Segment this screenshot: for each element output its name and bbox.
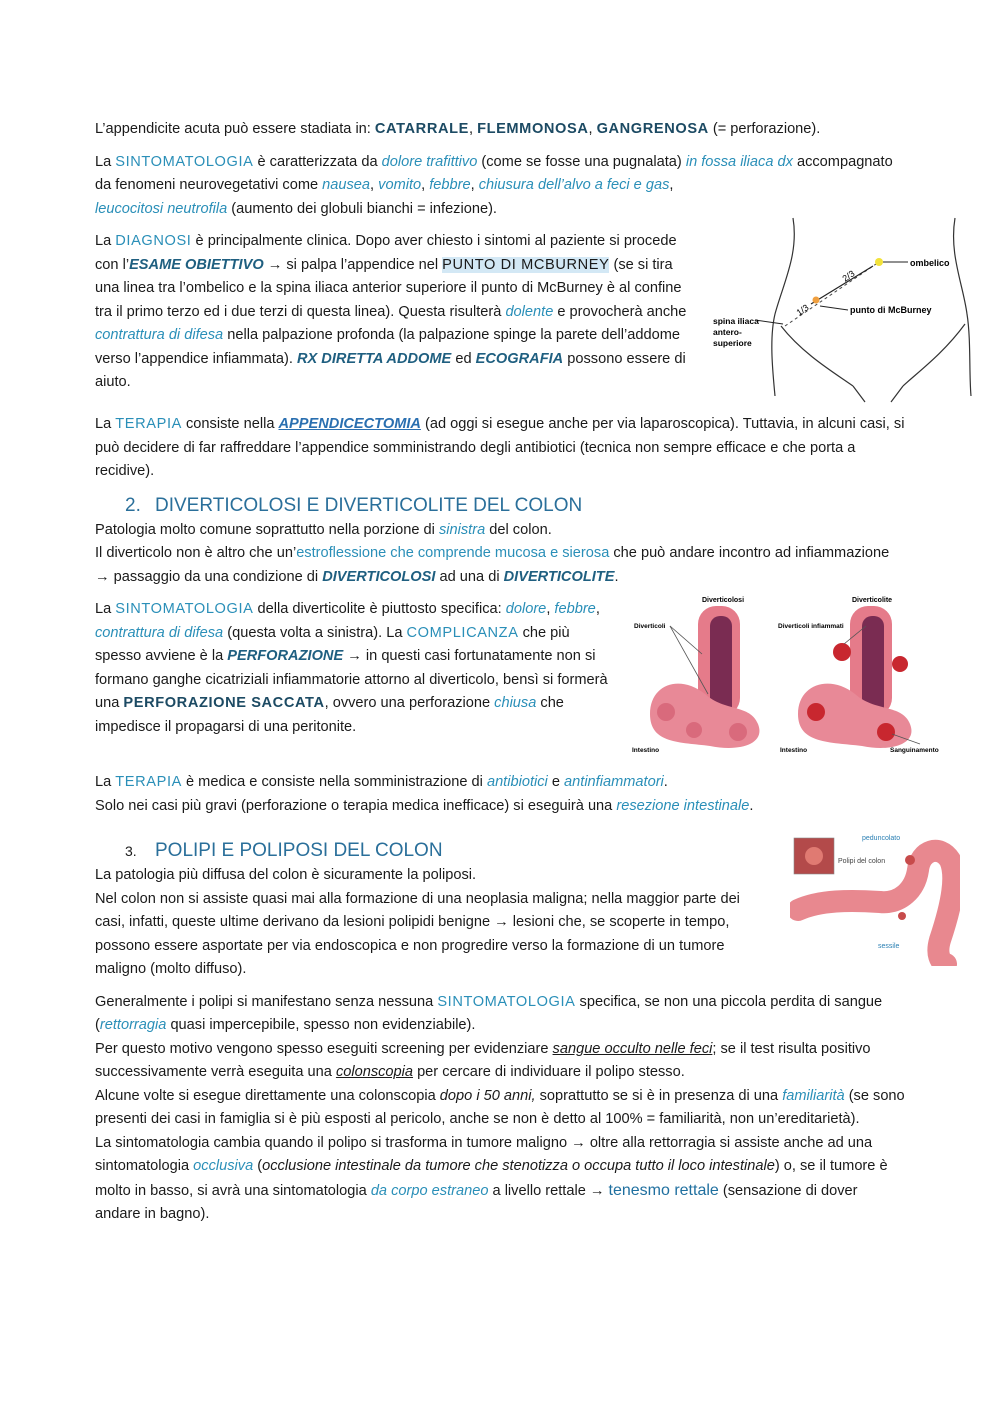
diverticolite-panel [778,597,939,754]
text: , [588,121,597,137]
text: . [749,797,754,814]
leader-diverticoli [670,626,702,654]
term: antinfiammatori [564,774,664,790]
keyword-sintomatologia: SINTOMATOLOGIA [115,601,254,617]
text: (come se fosse una pugnalata) [477,153,686,170]
keyword-terapia: TERAPIA [115,416,182,432]
colon-diverticula-diagram [630,594,960,762]
polyps-figure [790,830,960,982]
text: possono essere di aiuto. [95,350,686,390]
text: Solo nei casi più gravi (perforazione o terapia medica inefficace) si eseguirà una [95,797,617,814]
text: Per questo motivo vengono spesso eseguiti screening per evidenziare [95,1040,553,1057]
text: La [95,416,116,432]
document-page [95,118,950,1227]
polyp-sessile [898,912,906,920]
mcburney-leader [820,306,848,310]
text: è medica e consiste nella somministrazione di [181,774,487,790]
text: La [95,153,116,170]
text: (questa volta a sinistra). La [223,624,407,641]
text: , [546,601,555,617]
term: antibiotici [486,774,548,790]
text: , [468,121,478,137]
text: nella palpazione profonda (la palpazione spinge la parete dell’addome verso l’appendice infiammata). [95,327,680,367]
term: contrattura di difesa [95,327,224,343]
text: , [370,177,379,193]
label-intestino-a: Intestino [632,747,660,754]
text: , [470,177,479,193]
term: dolore [505,601,547,617]
text: (= perforazione). [708,121,821,137]
left-groin-line [781,326,853,386]
term: da corpo estraneo [370,1182,489,1199]
label-antero: antero- [713,327,742,337]
text: e provocherà anche [553,303,687,320]
text: è caratterizzata da [253,153,382,170]
text: soprattutto se si è in presenza di una [535,1087,783,1104]
heading-number: 2. [125,494,141,516]
text: , [421,177,430,193]
text: che può andare incontro ad infiammazione → passaggio da una condizione di [95,545,890,585]
text: , [595,601,600,617]
term-sangue-occulto: sangue occulto nelle feci [552,1040,713,1057]
term-ecografia: ECOGRAFIA [475,350,564,367]
section-heading-polipi [95,838,760,864]
label-superiore: superiore [713,338,752,348]
appendicitis-stages-paragraph [95,118,905,142]
text: ( [253,1158,263,1174]
text: per cercare di individuare il polipo stesso. [413,1064,685,1080]
term: dolente [505,303,554,320]
polyps-intro-paragraph [95,864,760,982]
inflamed-diverticulum [807,703,825,721]
appendicitis-symptoms-paragraph [95,151,905,222]
text: ; se il test risulta positivo successivamente verrà eseguita una [95,1040,871,1080]
text: (sensazione di dover andare in bagno). [95,1182,858,1222]
text: Nel colon non si assiste quasi mai alla formazione di una neoplasia maligna; nella maggior parte dei casi, infatti, queste ultime derivano da lesioni polipidi benigne → lesioni che, se scoperte in tempo, possono essere asportate per via endoscopica e non progredire verso la formazione di un tumore maligno (molto diffuso). [95,890,740,977]
term: dopo i 50 anni, [439,1087,536,1104]
text: ad una di [435,568,504,585]
section-heading-diverticolosi [95,493,905,519]
term: febbre [554,601,596,617]
colon-polyps-diagram [790,830,960,966]
diverticulosis-intro-paragraph [95,519,905,590]
term-colonscopia: colonscopia [335,1064,414,1080]
text: è principalmente clinica. Dopo aver chiesto i sintomi al paziente si procede con l’ [95,233,677,273]
keyword-tenesmo-rettale: tenesmo rettale [608,1181,719,1199]
inflamed-diverticulum [833,643,851,661]
polyp-peduncolato [905,855,915,865]
umbilicus-dot [875,258,883,266]
endoscopic-polyp [805,847,823,865]
label-polipi-colon: Polipi del colon [838,858,886,865]
term: chiusura dell’alvo a feci e gas [478,177,670,193]
label-two-thirds: 2/3 [840,268,857,284]
term: resezione intestinale [616,797,750,814]
text: La sintomatologia cambia quando il polipo si trasforma in tumore maligno → oltre alla rettorragia si assiste anche ad una sintomatologia [95,1134,873,1174]
stage-flemmonosa: FLEMMONOSA [477,121,589,137]
label-diverticoli-infiammati: Diverticoli infiammati [778,623,844,630]
label-diverticolite: Diverticolite [852,597,893,604]
spine-leader [755,320,783,324]
diverticulitis-therapy-paragraph [95,771,905,818]
stage-catarrale: CATARRALE [374,121,469,137]
label-diverticolosi: Diverticolosi [702,597,745,604]
diverticulitis-section [95,597,939,762]
term: in fossa iliaca dx [685,153,793,170]
keyword-complicanza: COMPLICANZA [406,624,519,641]
diagnosis-section [95,230,950,404]
label-sessile: sessile [878,943,900,950]
text: ) o, se il tumore è molto in basso, si avrà una sintomatologia [95,1158,888,1199]
polyps-text [95,838,760,982]
text: (se sono presenti dei casi in famiglia si è più esposti al pericolo, anche se non è detto al 100% = familiarità, non un’ereditarietà). [95,1087,905,1127]
text: (se si tira una linea tra l’ombelico e la spina iliaca anterior superiore il punto di McBurney è al confine tra il primo terzo ed i due terzi di questa linea). Questa risulterà [95,256,682,320]
term-esame-obiettivo: ESAME OBIETTIVO [129,256,264,273]
term: contrattura di difesa [95,624,224,641]
term: sinistra [438,521,486,538]
text: che impedisce il propagarsi di una peritonite. [95,695,564,735]
label-spina-iliaca: spina iliaca [713,316,759,326]
text: accompagnato da fenomeni neurovegetativi come [95,153,893,193]
term: leucocitosi neutrofila [95,200,228,217]
label-ombelico: ombelico [910,258,950,268]
text: → si palpa l’appendice nel [263,256,443,273]
text: (aumento dei globuli bianchi = infezione). [227,200,497,217]
left-flank-line [772,218,794,396]
label-peduncolato: peduncolato [862,835,901,842]
text: Patologia molto comune soprattutto nella porzione di [95,521,439,538]
diverticolosi-panel [632,597,759,754]
text: . [663,774,668,790]
diverticulitis-symptoms-paragraph [95,598,617,762]
term-appendicectomia: APPENDICECTOMIA [278,416,421,432]
diverticulum [657,703,675,721]
label-sanguinamento: Sanguinamento [890,747,939,754]
term: nausea [322,177,371,193]
inflamed-diverticulum [877,723,895,741]
keyword-sintomatologia: SINTOMATOLOGIA [115,153,254,170]
text: , ovvero una perforazione [324,695,495,711]
text: La [95,233,116,249]
term-diverticolite: DIVERTICOLITE [503,568,615,585]
polyps-section [95,835,905,982]
term: occlusiva [193,1158,254,1174]
keyword-estroflessione: estroflessione che comprende mucosa e sierosa [296,545,610,561]
term: dolore trafittivo [381,153,478,170]
text: , [669,177,674,193]
diverticula-figure [630,594,960,762]
keyword-terapia: TERAPIA [115,774,182,790]
heading-title: POLIPI E POLIPOSI DEL COLON [155,840,443,861]
text: a livello rettale → [488,1182,609,1199]
text: ed [451,350,476,367]
keyword-sintomatologia: SINTOMATOLOGIA [437,993,576,1010]
mcburney-figure [703,214,975,404]
appendicitis-diagnosis-paragraph [95,230,693,404]
heading-number: 3. [125,843,137,859]
mcburney-dot [813,297,820,304]
text: La patologia più diffusa del colon è sicuramente la poliposi. [95,867,477,883]
term: chiusa [494,695,537,711]
term: occlusione intestinale da tumore che stenotizza o occupa tutto il loco intestinale [262,1158,775,1174]
text: specifica, se non una piccola perdita di sangue ( [95,993,883,1033]
highlight-punto-mcburney: PUNTO DI MCBURNEY [442,256,610,273]
text: e [547,774,565,790]
term-rx-addome: RX DIRETTA ADDOME [296,350,452,367]
text: Il diverticolo non è altro che un’ [95,545,297,561]
label-mcburney: punto di McBurney [850,305,932,315]
term-diverticolosi: DIVERTICOLOSI [322,568,436,585]
text: La [95,601,116,617]
right-groin-line [903,324,965,386]
text: L’appendicite acuta può essere stadiata in: [95,121,375,137]
diverticulum [729,723,747,741]
right-flank-line [954,218,971,396]
inflamed-diverticulum [892,656,908,672]
text: della diverticolite è piuttosto specifica: [253,601,506,617]
text: La [95,774,116,790]
text: consiste nella [181,416,279,432]
term: familiarità [782,1087,845,1104]
label-diverticoli: Diverticoli [634,623,666,630]
text: che più spesso avviene è la [95,624,570,664]
label-one-third: 1/3 [794,302,811,318]
text: Generalmente i polipi si manifestano senza nessuna [95,993,438,1010]
stage-gangrenosa: GANGRENOSA [596,121,709,137]
appendicitis-therapy-paragraph [95,413,905,484]
text: del colon. [485,521,552,538]
abdomen-diagram [703,214,975,404]
heading-title: DIVERTICOLOSI E DIVERTICOLITE DEL COLON [155,494,583,516]
keyword-diagnosi: DIAGNOSI [115,233,192,249]
two-thirds-arrow [811,266,873,304]
term: rettorragia [99,1017,167,1033]
text: . [614,568,619,585]
text: (ad oggi si esegue anche per via laparoscopica). Tuttavia, in alcuni casi, si può decidere di far raffreddare l’appendice somministrando degli antibiotici (tecnica non sempre efficace e che porta a recidive). [95,416,905,479]
label-intestino-b: Intestino [780,747,808,754]
text: → in questi casi fortunatamente non si formano ganghe cicatriziali infiammatorie attorno al diverticolo, bensì si formerà una [95,648,608,711]
diverticulum [686,722,702,738]
term-perforazione-saccata: PERFORAZIONE SACCATA [123,695,325,711]
colon-lumen-right [862,616,884,716]
term: vomito [378,177,422,193]
term-perforazione: PERFORAZIONE [227,648,344,664]
text: Alcune volte si esegue direttamente una colonscopia [95,1087,440,1104]
pelvis-lines [853,386,903,402]
polyps-symptoms-paragraph [95,991,905,1227]
text: quasi impercepibile, spesso non evidenziabile). [166,1017,476,1033]
term: febbre [429,177,471,193]
